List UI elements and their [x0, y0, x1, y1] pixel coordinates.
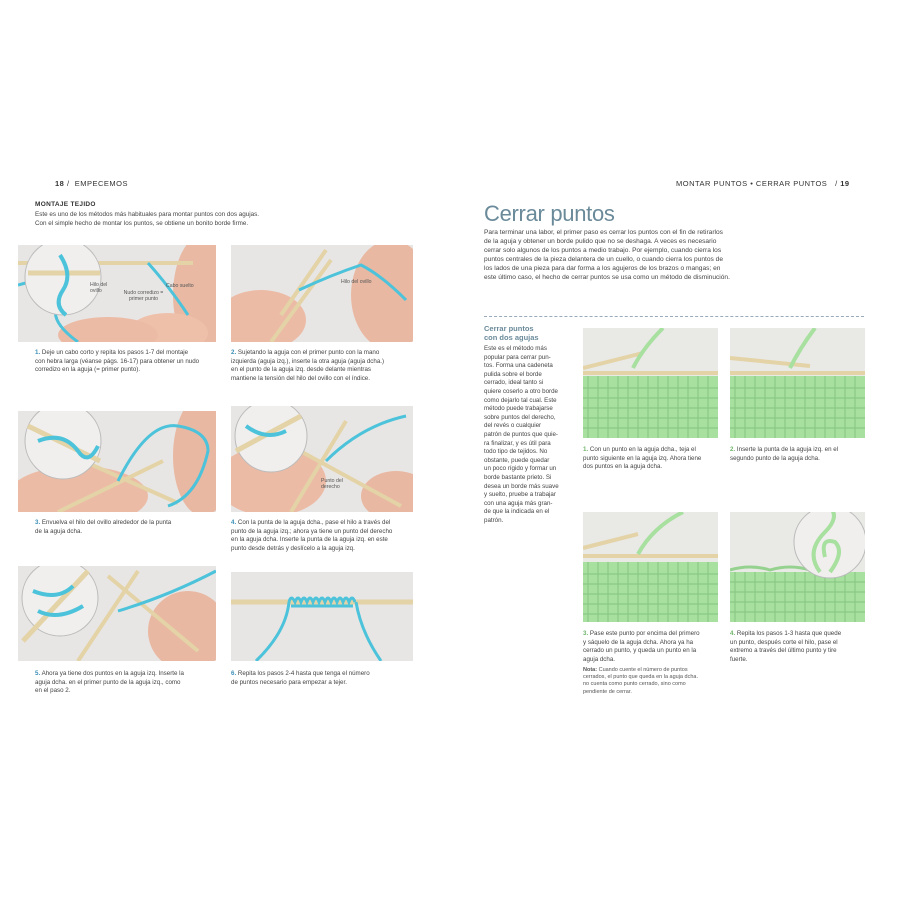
side-line: sobre puntos del derecho, — [484, 413, 556, 421]
side-line: del revés o cualquier — [484, 422, 542, 430]
side-heading — [484, 324, 539, 342]
caption-line: Deje un cabo corto y repita los pasos 1-7 del montaje — [41, 349, 189, 356]
intro-line: los lados de una pieza para dar forma a los agujeros de los brazos o mangas; en — [484, 265, 721, 272]
caption-line: en el punto de la aguja izq. desde delante mientras — [231, 366, 372, 374]
side-line: quiere coserlo a otro borde — [484, 387, 558, 395]
caption-line: de la aguja dcha. — [35, 527, 83, 535]
intro-line: este último caso, el hecho de cerrar puntos se usa como un método de disminución. — [484, 274, 730, 281]
side-line: pulida sobre el borde — [484, 370, 542, 378]
caption-line: de puntos necesario para empezar a tejer. — [231, 678, 347, 686]
side-line: tos. Forma una cadeneta — [484, 362, 553, 370]
step-6-photo — [231, 572, 413, 661]
step-6-caption — [231, 670, 416, 687]
caption-line: fuerte. — [730, 655, 748, 663]
bindoff-step-3-caption — [583, 630, 723, 664]
side-line: como dejarlo tal cual. Este — [484, 396, 557, 404]
bindoff-step-4-photo — [730, 512, 865, 622]
step-number: 3. — [583, 630, 589, 637]
caption-line: Pase este punto por encima del primero — [589, 630, 700, 637]
caption-line: Repita los pasos 2-4 hasta que tenga el número — [237, 670, 370, 677]
step-5-caption — [35, 670, 225, 696]
step-number: 1. — [583, 446, 589, 453]
side-line: desea un borde más suave — [484, 482, 559, 490]
side-line: borde bastante prieto. Si — [484, 473, 552, 481]
bindoff-step-4-caption — [730, 630, 870, 664]
step-number: 5. — [35, 670, 41, 677]
intro-line: Para terminar una labor, el primer paso es cerrar los puntos con el fin de retirarlos — [484, 229, 723, 236]
caption-line: punto siguiente en la aguja izq. Ahora tiene — [583, 454, 702, 462]
step-4-caption — [231, 519, 416, 553]
caption-line: con hebra larga (véanse págs. 16-17) para obtener un nudo — [35, 357, 200, 365]
section-divider — [484, 316, 864, 317]
caption-line: segundo punto de la aguja dcha. — [730, 454, 820, 462]
side-text — [484, 345, 579, 525]
side-line: ra finalizar, y es útil para — [484, 439, 551, 447]
step-5-photo — [18, 566, 216, 661]
page-number: 18 — [55, 179, 65, 188]
step-number: 3. — [35, 519, 41, 526]
bindoff-step-2-photo — [730, 328, 865, 438]
caption-line: Con la punta de la aguja dcha., pase el hilo a través del — [237, 519, 391, 526]
label-punto-derecho: Punto del derecho — [321, 478, 343, 490]
caption-line: en el paso 2. — [35, 687, 71, 695]
folio-section: MONTAR PUNTOS • CERRAR PUNTOS — [676, 179, 828, 188]
step-1-photo — [18, 245, 216, 342]
page-title: Cerrar puntos — [484, 201, 615, 226]
side-heading-line: Cerrar puntos — [484, 324, 534, 333]
intro-line: Este es uno de los métodos más habituales para montar puntos con dos agujas. — [35, 211, 260, 218]
bindoff-step-1-photo — [583, 328, 718, 438]
caption-line: aguja dcha. en el primer punto de la aguja izq., como — [35, 678, 181, 686]
intro-line: puntos centrales de la pieza delantera de un cuello, o cuando cierra los puntos de — [484, 256, 724, 263]
step-number: 6. — [231, 670, 237, 677]
step-number: 2. — [730, 446, 736, 453]
caption-line: mantiene la tensión del hilo del ovillo con el índice. — [231, 374, 370, 382]
intro-line: Con el simple hecho de montar los puntos, se obtiene un bonito borde firme. — [35, 220, 249, 227]
step-number: 4. — [231, 519, 237, 526]
label-hilo-ovillo: Hilo del ovillo — [90, 282, 108, 294]
intro-line: cerrar solo algunos de los puntos a medio trabajo. Por ejemplo, cuando cierra los — [484, 247, 722, 254]
side-line: todo tipo de tejidos. No — [484, 448, 548, 456]
bindoff-step-2-caption — [730, 446, 870, 463]
side-line: patrón de puntos que quie- — [484, 430, 558, 438]
caption-line: punto desde detrás y deslícelo a la aguja izq. — [231, 544, 355, 552]
caption-line: corredizo en la aguja (= primer punto). — [35, 366, 141, 374]
side-heading-line: con dos agujas — [484, 333, 539, 342]
intro-line: de la aguja y obtener un borde pulido que no se deshaga. A veces es necesario — [484, 238, 717, 245]
caption-line: Ahora ya tiene dos puntos en la aguja izq. Inserte la — [41, 670, 184, 677]
caption-line: punto de la aguja izq.; ahora ya tiene un punto del derecho — [231, 527, 393, 535]
left-folio — [55, 179, 128, 188]
side-line: patrón. — [484, 516, 504, 524]
step-3-photo — [18, 411, 216, 512]
step-4-photo — [231, 406, 413, 512]
note-line: cerrados, el punto que queda en la aguja dcha. — [583, 674, 698, 681]
note-line: pendiente de cerrar. — [583, 688, 632, 695]
side-line: método puede trabajarse — [484, 405, 553, 413]
caption-line: dos puntos en la aguja dcha. — [583, 463, 663, 471]
side-line: obstante, puede quedar — [484, 456, 550, 464]
folio-separator: / — [835, 179, 838, 188]
bindoff-step-1-caption — [583, 446, 723, 472]
note-label: Nota: — [583, 667, 598, 673]
right-folio — [676, 179, 850, 188]
side-line: cerrado, ideal tanto si — [484, 379, 544, 387]
step-3-caption — [35, 519, 225, 536]
page-number: 19 — [840, 179, 850, 188]
caption-line: Envuelva el hilo del ovillo alrededor de la punta — [41, 519, 172, 526]
step-number: 2. — [231, 349, 237, 356]
note-line: no cuenta como punto cerrado, sino como — [583, 681, 686, 688]
left-intro — [35, 210, 415, 228]
label-cabo-suelto: Cabo suelto — [166, 283, 194, 289]
step-number: 1. — [35, 349, 41, 356]
caption-line: Repita los pasos 1-3 hasta que quede — [736, 630, 842, 637]
caption-line: cerrado un punto, y queda un punto en la — [583, 647, 697, 655]
label-hilo-ovillo: Hilo del ovillo — [341, 279, 372, 285]
caption-line: aguja dcha. — [583, 655, 615, 663]
side-line: Este es el método más — [484, 345, 547, 352]
caption-line: Inserte la punta de la aguja izq. en el — [736, 446, 839, 453]
side-line: y suelto, pruebe a trabajar — [484, 491, 556, 499]
right-intro — [484, 228, 784, 282]
side-line: de que la indicada en el — [484, 508, 550, 516]
folio-separator: / — [66, 179, 70, 188]
caption-line: Sujetando la aguja con el primer punto con la mano — [237, 349, 380, 356]
caption-line: un punto, después corte el hilo, pase el — [730, 638, 838, 646]
side-line: un poco rígido y formar un — [484, 465, 557, 473]
folio-section: EMPECEMOS — [74, 179, 128, 188]
note-box — [583, 667, 723, 696]
caption-line: en la aguja dcha. Inserte la punta de la aguja izq. en este — [231, 536, 388, 544]
caption-line: y sáquelo de la aguja dcha. Ahora ya ha — [583, 638, 694, 646]
step-2-photo — [231, 245, 413, 342]
bindoff-step-3-photo — [583, 512, 718, 622]
section-heading: MONTAJE TEJIDO — [35, 201, 96, 208]
label-nudo-corredizo: Nudo corredizo = primer punto — [123, 290, 164, 302]
caption-line: extremo a través del último punto y tire — [730, 647, 837, 655]
caption-line: Con un punto en la aguja dcha., teja el — [589, 446, 696, 453]
step-2-caption — [231, 349, 416, 383]
caption-line: izquierda (aguja izq.), inserte la otra aguja (aguja dcha.) — [231, 357, 385, 365]
side-line: popular para cerrar pun- — [484, 353, 551, 361]
note-line: Cuando cuente el número de puntos — [597, 667, 688, 673]
side-line: con una aguja más gran- — [484, 499, 553, 507]
step-1-caption — [35, 349, 225, 375]
step-number: 4. — [730, 630, 736, 637]
